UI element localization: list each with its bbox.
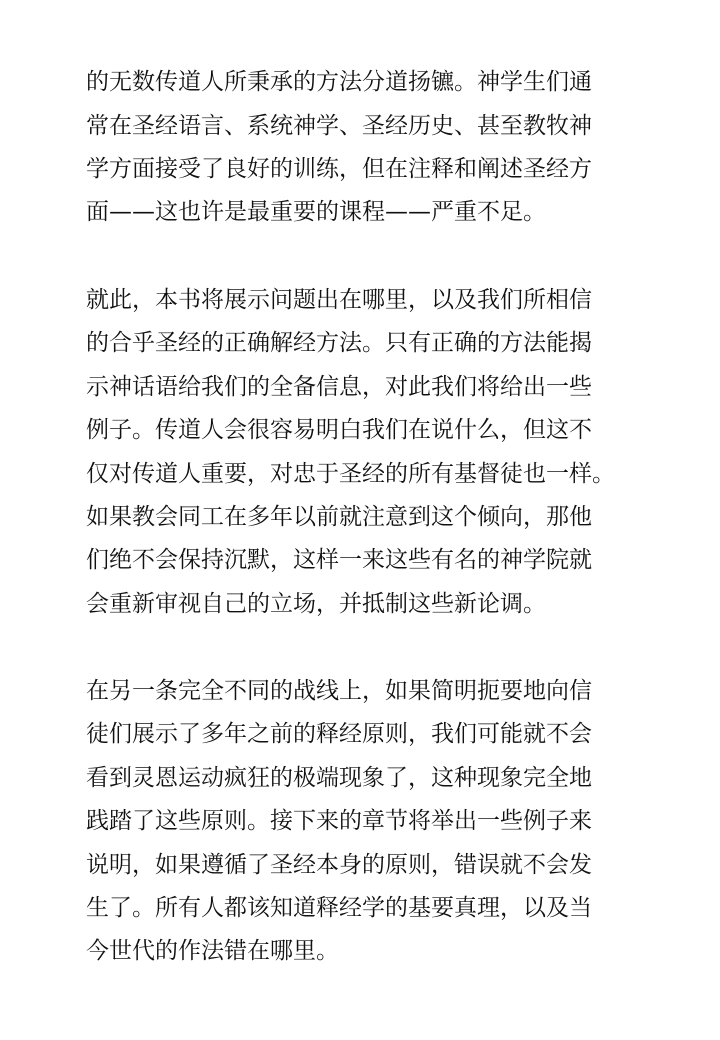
text-line: 说明，如果遵循了圣经本身的原则，错误就不会发 (86, 852, 592, 878)
text-line: 今世代的作法错在哪里。 (86, 938, 339, 964)
text-line: 践踏了这些原则。接下来的章节将举出一些例子来 (86, 808, 592, 834)
text-line: 看到灵恩运动疯狂的极端现象了，这种现象完全地 (86, 765, 592, 791)
text-line: 徒们展示了多年之前的释经原则，我们可能就不会 (86, 721, 592, 747)
text-line: 在另一条完全不同的战线上，如果简明扼要地向信 (86, 678, 592, 704)
text-line: 就此，本书将展示问题出在哪里，以及我们所相信 (86, 287, 592, 313)
text-line: 学方面接受了良好的训练，但在注释和阐述圣经方 (86, 156, 592, 182)
text-line: 如果教会同工在多年以前就注意到这个倾向，那他 (86, 504, 592, 530)
text-line: 们绝不会保持沉默，这样一来这些有名的神学院就 (86, 547, 592, 573)
text-line: 面——这也许是最重要的课程——严重不足。 (86, 199, 546, 225)
text-line: 示神话语给我们的全备信息，对此我们将给出一些 (86, 374, 592, 400)
text-line: 例子。传道人会很容易明白我们在说什么，但这不 (86, 417, 592, 443)
text-line: 的无数传道人所秉承的方法分道扬镳。神学生们通 (86, 69, 592, 95)
text-line: 会重新审视自己的立场，并抵制这些新论调。 (86, 591, 546, 617)
text-line: 仅对传道人重要，对忠于圣经的所有基督徒也一样。 (86, 461, 615, 487)
text-line: 的合乎圣经的正确解经方法。只有正确的方法能揭 (86, 330, 592, 356)
text-line: 常在圣经语言、系统神学、圣经历史、甚至教牧神 (86, 113, 592, 139)
text-line: 生了。所有人都该知道释经学的基要真理，以及当 (86, 895, 592, 921)
